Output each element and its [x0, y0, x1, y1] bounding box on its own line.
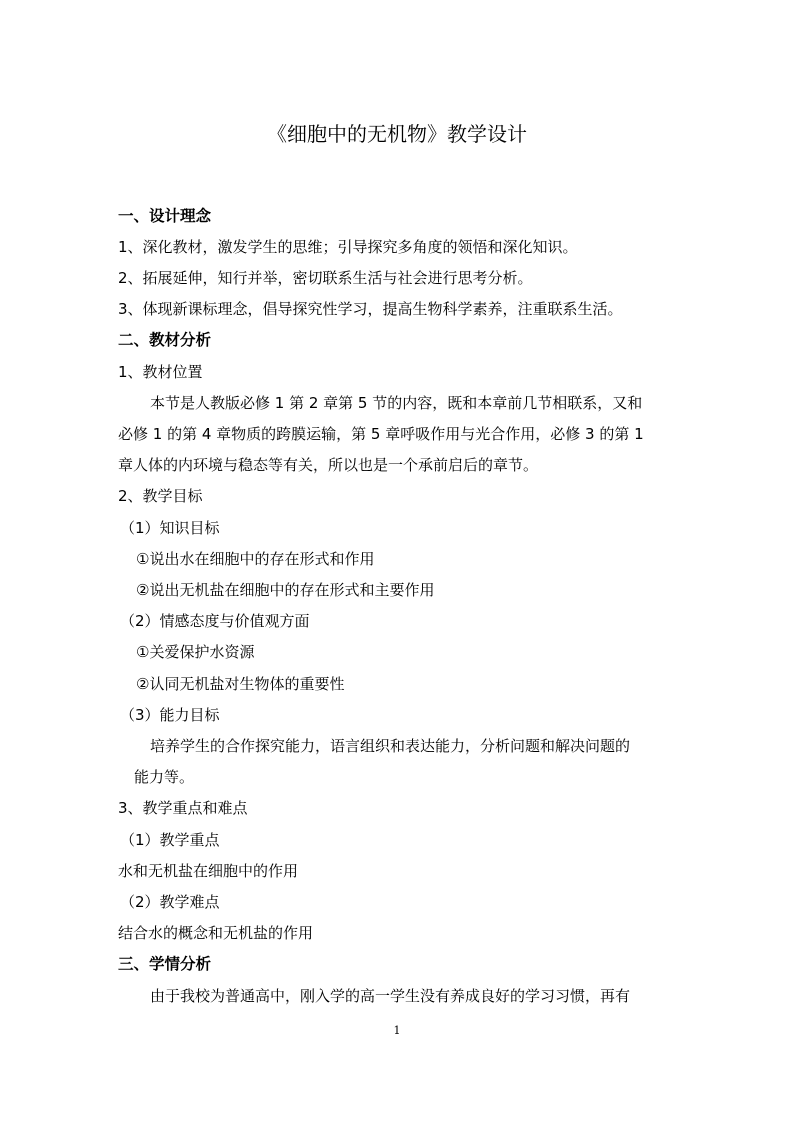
paragraph-line: 本节是人教版必修 1 第 2 章第 5 节的内容，既和本章前几节相联系，又和 — [150, 394, 643, 412]
subheading: 1、教材位置 — [118, 363, 203, 381]
section-heading-material-analysis: 二、教材分析 — [118, 331, 212, 349]
paragraph-line: 章人体的内环境与稳态等有关，所以也是一个承前启后的章节。 — [118, 456, 539, 474]
paragraph-line: 必修 1 的第 4 章物质的跨膜运输，第 5 章呼吸作用与光合作用，必修 3 的第 1 — [118, 425, 644, 443]
sub-subheading: （2）教学难点 — [120, 893, 220, 911]
list-item: ②说出无机盐在细胞中的存在形式和主要作用 — [136, 581, 435, 599]
section-heading-learner-analysis: 三、学情分析 — [118, 955, 212, 973]
list-item: ①关爱保护水资源 — [136, 643, 255, 661]
sub-subheading: （1）知识目标 — [120, 519, 220, 537]
paragraph-line: 由于我校为普通高中，刚入学的高一学生没有养成良好的学习习惯，再有 — [150, 987, 631, 1005]
paragraph-line: 3、体现新课标理念，倡导探究性学习，提高生物科学素养，注重联系生活。 — [118, 300, 623, 318]
paragraph-line: 1、深化教材，激发学生的思维；引导探究多角度的领悟和深化知识。 — [118, 238, 578, 256]
section-heading-design-concept: 一、设计理念 — [118, 207, 212, 225]
sub-subheading: （2）情感态度与价值观方面 — [120, 612, 310, 630]
paragraph-line: 能力等。 — [134, 768, 195, 786]
sub-subheading: （3）能力目标 — [120, 706, 220, 724]
sub-subheading: （1）教学重点 — [120, 831, 220, 849]
list-item: ②认同无机盐对生物体的重要性 — [136, 675, 345, 693]
list-item: ①说出水在细胞中的存在形式和作用 — [136, 550, 375, 568]
page-number: 1 — [393, 1024, 401, 1037]
document-title: 《细胞中的无机物》教学设计 — [267, 122, 527, 146]
subheading: 3、教学重点和难点 — [118, 799, 248, 817]
paragraph-line: 水和无机盐在细胞中的作用 — [118, 862, 299, 880]
subheading: 2、教学目标 — [118, 487, 203, 505]
paragraph-line: 培养学生的合作探究能力，语言组织和表达能力，分析问题和解决问题的 — [150, 737, 631, 755]
paragraph-line: 2、拓展延伸，知行并举，密切联系生活与社会进行思考分析。 — [118, 269, 533, 287]
paragraph-line: 结合水的概念和无机盐的作用 — [118, 924, 314, 942]
